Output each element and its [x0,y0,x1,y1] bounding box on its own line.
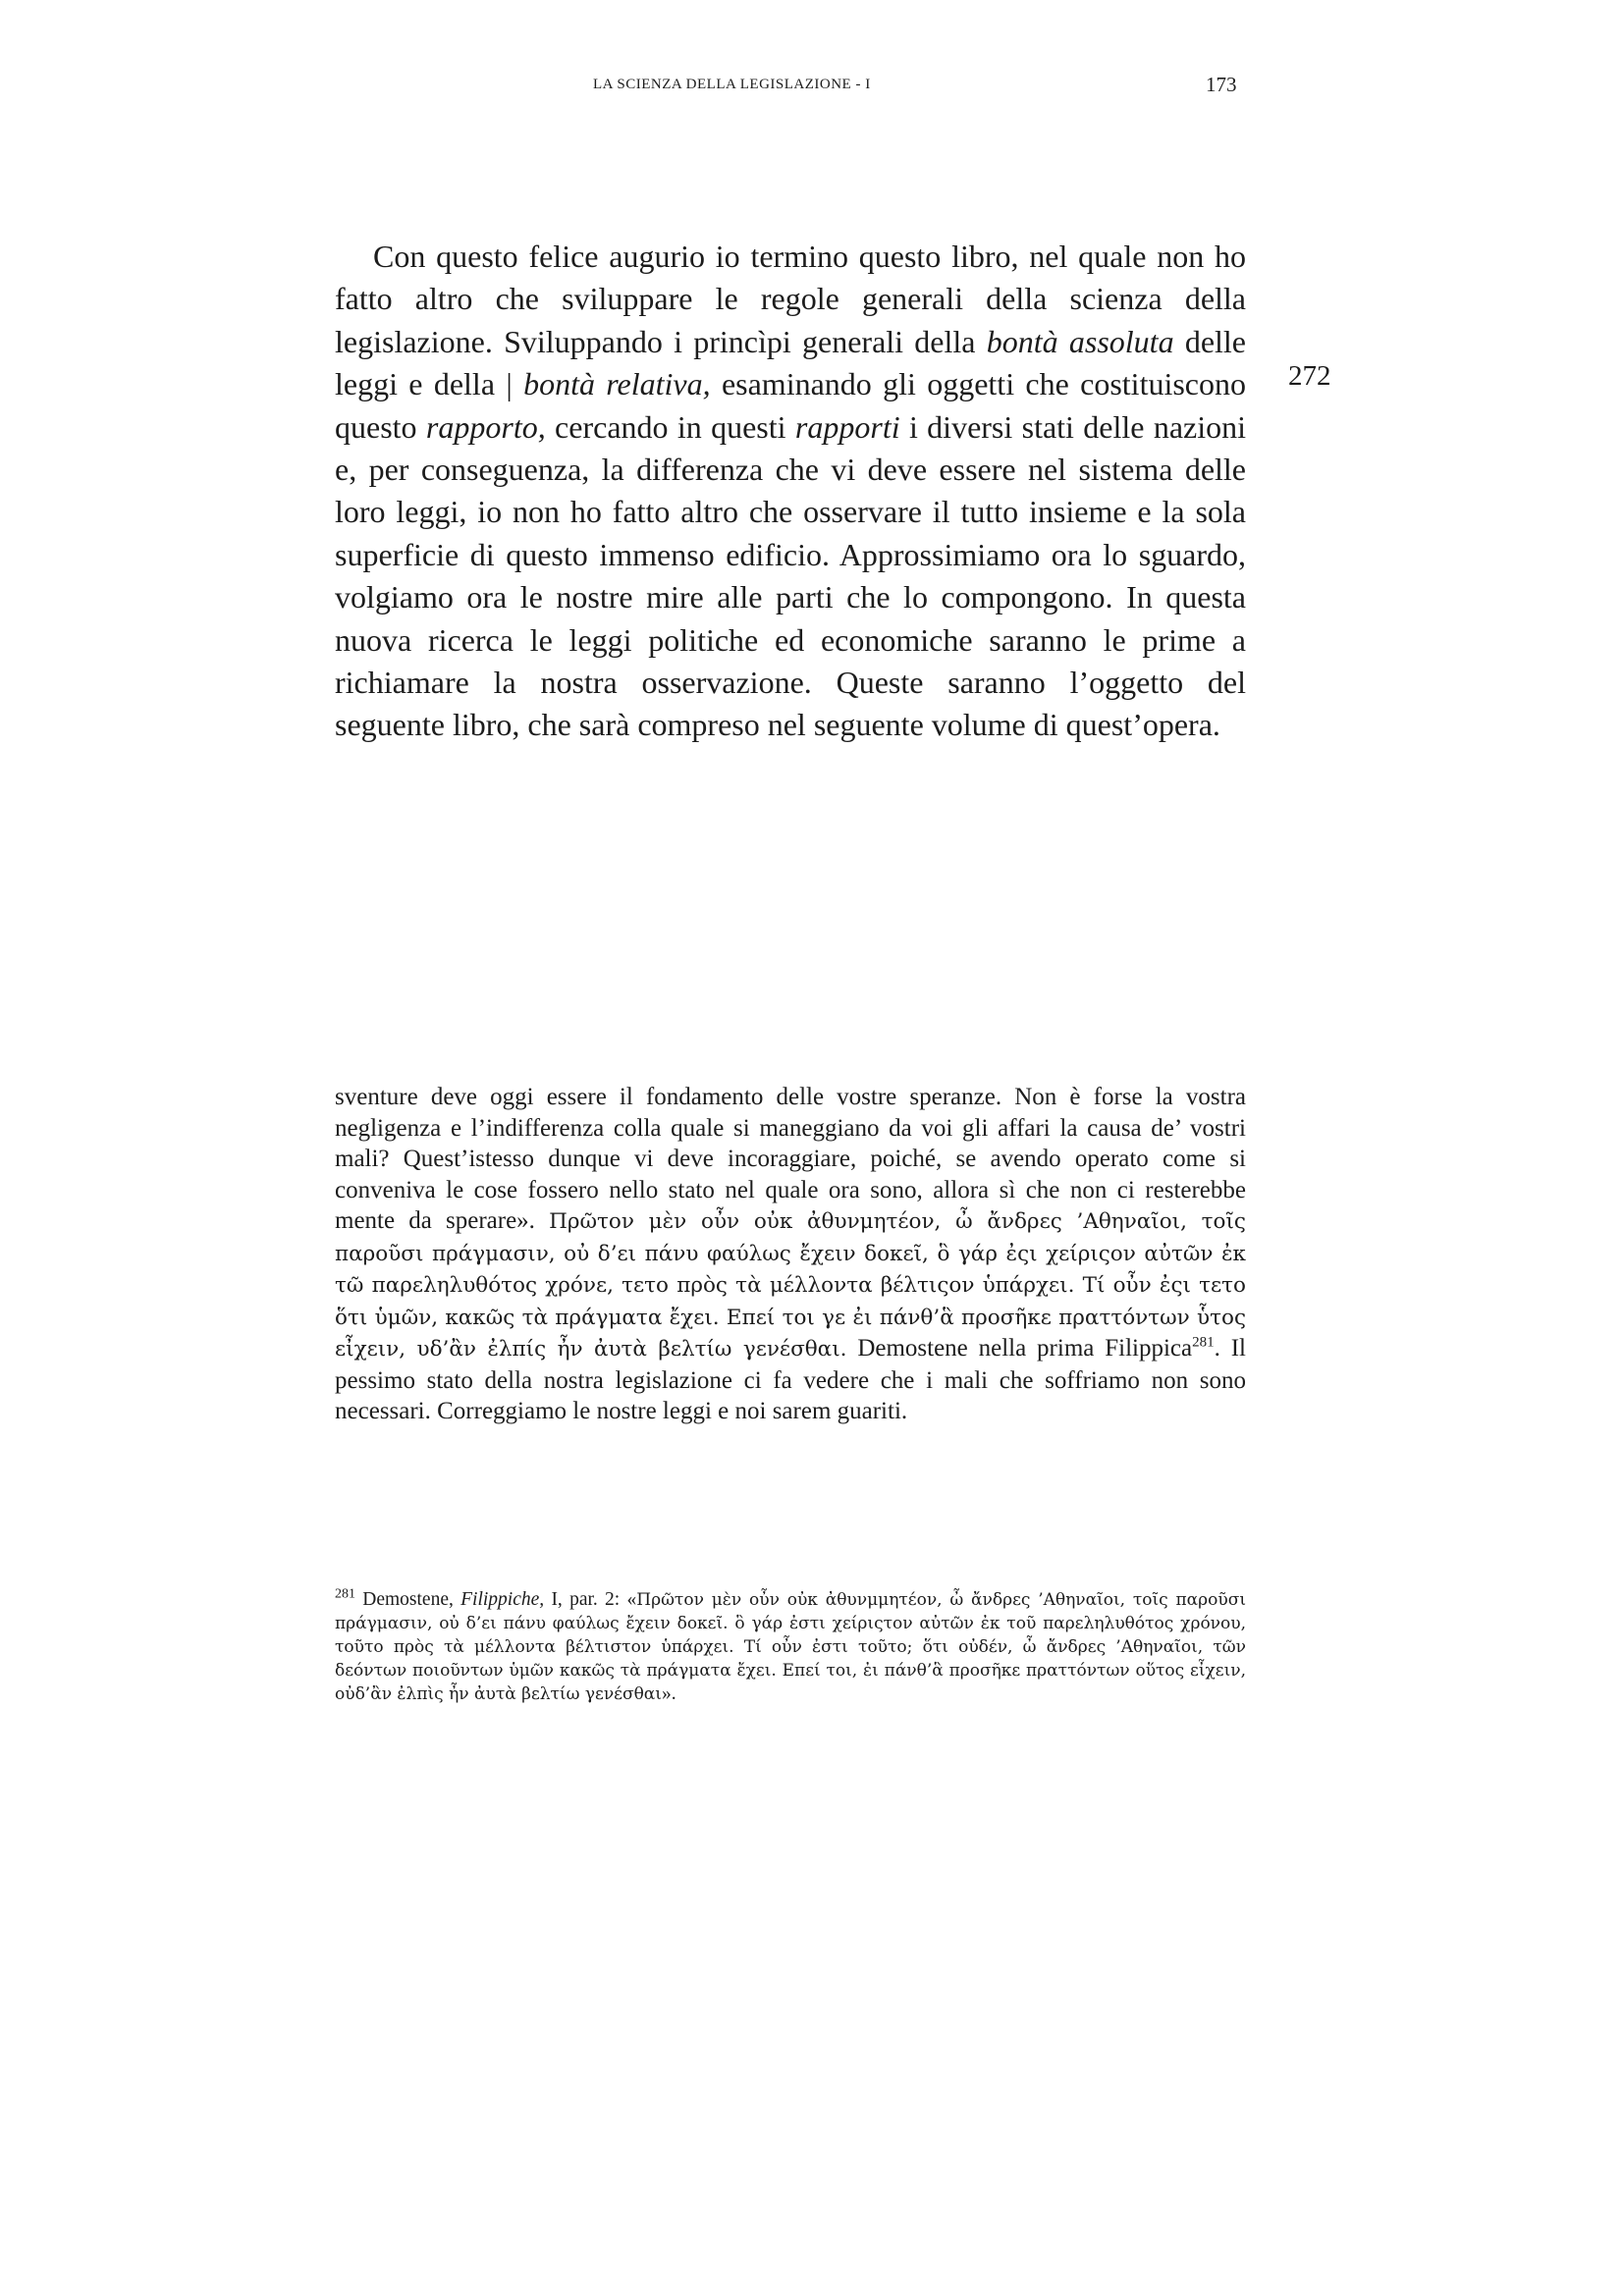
main-text-segment: delle leggi e della | [335,323,1247,402]
footnote-italic-title: Filippiche, [460,1589,545,1610]
main-paragraph [335,236,1246,747]
margin-page-reference: 272 [1288,360,1331,392]
quote-text-segment: . Il pessimo stato della nostra legislazione ci fa vedere che i mali che soffriamo non sono necessari. Correggiamo le nostre leggi e noi sarem guariti. [335,1335,1246,1424]
footnote [335,1588,1246,1706]
footnote-number: 281 [335,1586,355,1602]
footnote-greek-quotation: Πρῶτον μὲν οὖν οὐκ ἀθυνμμητέον, ὦ ἄνδρες ’Αθηναῖοι, τοῖς παροῦσι πράγμασιν, οὐ δ’ει πάνυ φαύλως ἔχειν δοκεῖ. ὃ γάρ ἐστι χείριςτον αὐτῶν ἐκ τοῦ παρεληλυθότος χρόνου, τοῦτο πρὸς τὰ μέλλοντα βέλτιστον ὑπάρχει. Τί οὖν ἐστι τοῦτο; ὅτι οὐδέν, ὦ ἄνδρες ’Αθηναῖοι, τῶν δεόντων ποιοῦντων ὑμῶν κακῶς τὰ πράγματα ἔχει. Επεί τοι, ἐι πάνθ’ἃ προσῆκε πραττόντων οὕτος εἶχειν, οὐδ’ἂν ἐλπὶς ἦν ἀυτὰ βελτίω γενέσθαι [335,1590,1246,1704]
main-text-segment: esaminando gli oggetti che costituiscono questo [335,366,1247,445]
main-italic-phrase: bontà assoluta [986,323,1174,359]
main-italic-phrase: rapporti [794,408,900,445]
main-italic-phrase: rapporto, [425,408,546,445]
footnote-text-segment: Demostene, [355,1589,461,1610]
main-text-segment: Con questo felice augurio io termino questo libro, nel quale non ho fatto altro che sviluppare le regole generali della scienza della legislazione. Sviluppando i princìpi generali della [335,239,1246,359]
main-italic-phrase: bontà relativa, [523,366,711,402]
greek-quotation: Πρῶτον μὲν οὖν οὐκ ἀθυνμητέον, ὦ ἄνδρες ’Αθηναῖοι, τοῖς παροῦσι πράγμασιν, οὐ δ’ει πάνυ φαύλως ἔχειν δοκεῖ, ὃ γάρ ἐςι χείριςον αὐτῶν ἐκ τῶ παρεληλυθότος χρόνε, τετο πρὸς τὰ μέλλοντα βέλτιςον ὑπάρχει. Τί οὖν ἐςι τετο ὅτι ὑμῶν, κακῶς τὰ πράγματα ἔχει. Επεί τοι γε ἐι πάνθ’ἃ προσῆκε πραττόντων ὗτος εἶχειν, υδ’ἂν ἐλπίς ἦν ἀυτὰ βελτίω γενέσθαι. [335,1209,1246,1362]
running-title: LA SCIENZA DELLA LEGISLAZIONE - I [593,77,871,92]
footnote-text-segment: ». [661,1683,676,1704]
quote-text-segment: Demostene nella prima Filippica [846,1335,1193,1362]
quote-text-segment: sventure deve oggi essere il fondamento delle vostre speranze. Non è forse la vostra negligenza e l’indifferenza colla quale si maneggiano da voi gli affari la causa de’ vostri mali? Quest’istesso dunque vi deve incoraggiare, poiché, se avendo operato come si conveniva le cose fossero nello stato nel quale ora sono, allora sì che non ci resterebbe mente da sperare». [335,1084,1246,1234]
footnote-reference[interactable]: 281 [1192,1334,1215,1351]
footnote-text-segment: I, par. 2: « [544,1589,637,1610]
main-text-segment: cercando in questi [545,408,795,445]
page-number: 173 [1206,73,1237,96]
quote-paragraph [335,1082,1246,1427]
main-text-segment: i diversi stati delle nazioni e, per conseguenza, la differenza che vi deve essere nel sistema delle loro leggi, io non ho fatto altro che osservare il tutto insieme e la sola superficie di questo immenso edificio. Approssimiamo ora lo sguardo, volgiamo ora le nostre mire alle parti che lo compongono. In questa nuova ricerca le leggi politiche ed economiche saranno le prime a richiamare la nostra osservazione. Queste saranno l’oggetto del seguente libro, che sarà compreso nel seguente volume di quest’opera. [335,408,1247,743]
